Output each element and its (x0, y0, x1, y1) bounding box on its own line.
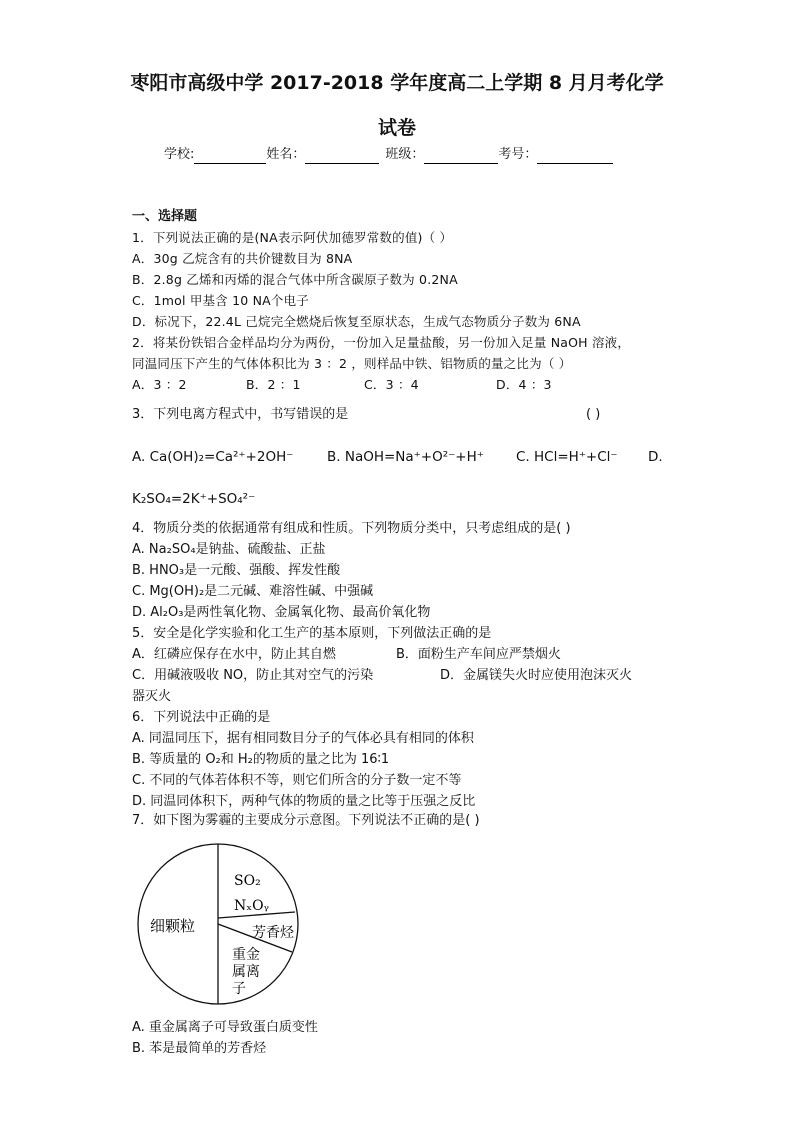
q2-stem-line1: 2．将某份铁铝合金样品均分为两份，一份加入足量盐酸，另一份加入足量 NaOH 溶液， (132, 335, 631, 350)
q4-option-c: C. Mg(OH)₂是二元碱、难溶性碱、中强碱 (132, 584, 374, 599)
q3-option-d: K₂SO₄=2K⁺+SO₄²⁻ (132, 491, 256, 507)
paper-title-line2: 试卷 (377, 117, 416, 139)
school-label: 学校: (164, 147, 195, 162)
q5-option-c: C．用碱液吸收 NO，防止其对空气的污染 (132, 668, 374, 683)
q3-option-c: C. HCl=H⁺+Cl⁻ (516, 449, 618, 465)
q7-option-b: B. 苯是最简单的芳香烃 (132, 1041, 267, 1056)
q7-stem: 7．如下图为雾霾的主要成分示意图。下列说法不正确的是( ) (132, 813, 480, 828)
q4-option-d: D. Al₂O₃是两性氧化物、金属氧化物、最高价氧化物 (132, 605, 431, 620)
q4-option-b: B. HNO₃是一元酸、强酸、挥发性酸 (132, 563, 341, 578)
q2-stem-line2: 同温同压下产生的气体体积比为 3 ：2 ，则样品中铁、铝物质的量之比为（ ） (132, 356, 572, 371)
q3-option-d-label: D. (648, 449, 663, 465)
pie-label-so2: SO₂ (234, 873, 261, 889)
q1-option-a: A．30g 乙烷含有的共价键数目为 8NA (132, 251, 353, 266)
name-label: 姓名： (266, 147, 306, 162)
exam-no-label: 考号： (498, 147, 538, 162)
q1-option-b: B．2.8g 乙烯和丙烯的混合气体中所含碳原子数为 0.2NA (132, 272, 458, 287)
name-blank[interactable] (305, 149, 379, 164)
class-blank[interactable] (424, 149, 498, 164)
q5-option-a: A．红磷应保存在水中，防止其自燃 (132, 647, 336, 662)
pie-label-heavy-metal-3: 子 (232, 981, 246, 997)
pie-label-heavy-metal-1: 重金 (232, 947, 260, 963)
q6-option-b: B. 等质量的 O₂和 H₂的物质的量之比为 16∶1 (132, 752, 390, 767)
q5-stem: 5．安全是化学实验和化工生产的基本原则，下列做法正确的是 (132, 626, 492, 641)
class-label: 班级： (385, 147, 425, 162)
q5-option-d: D．金属镁失火时应使用泡沫灭火 (440, 668, 633, 683)
pie-label-nxoy: NₓOᵧ (234, 898, 269, 914)
q2-option-a: A．3 ：2 (132, 377, 187, 392)
paper-title-line1: 枣阳市高级中学 2017-2018 学年度高二上学期 8 月月考化学 (130, 72, 664, 94)
exam-no-blank[interactable] (537, 149, 613, 164)
q6-option-a: A. 同温同压下，据有相同数目分子的气体必具有相同的体积 (132, 731, 474, 746)
q4-option-a: A. Na₂SO₄是钠盐、硫酸盐、正盐 (132, 542, 326, 557)
q6-option-c: C. 不同的气体若体积不等，则它们所含的分子数一定不等 (132, 773, 462, 788)
q2-option-c: C．3 ：4 (364, 377, 419, 392)
pie-label-aromatic: 芳香烃 (252, 925, 294, 941)
pie-label-fine-particles: 细颗粒 (150, 917, 196, 935)
q3-answer-paren: ( ) (586, 407, 601, 422)
student-info-row (164, 146, 613, 164)
q3-option-b: B. NaOH=Na⁺+O²⁻+H⁺ (327, 449, 484, 465)
school-blank[interactable] (194, 149, 266, 164)
q6-stem: 6．下列说法中正确的是 (132, 710, 271, 725)
q7-option-a: A. 重金属离子可导致蛋白质变性 (132, 1020, 318, 1035)
q5-option-d-cont: 器灭火 (132, 689, 172, 704)
q2-option-b: B．2 ：1 (246, 377, 301, 392)
q1-stem: 1．下列说法正确的是(NA表示阿伏加德罗常数的值)（ ） (132, 230, 453, 245)
q6-option-d: D. 同温同体积下，两种气体的物质的量之比等于压强之反比 (132, 794, 476, 809)
q2-option-d: D．4 ：3 (496, 377, 552, 392)
q1-option-d: D．标况下，22.4L 己烷完全燃烧后恢复至原状态，生成气态物质分子数为 6NA (132, 314, 581, 329)
q4-stem: 4．物质分类的依据通常有组成和性质。下列物质分类中，只考虑组成的是( ) (132, 521, 571, 536)
pie-label-heavy-metal-2: 属离 (232, 964, 260, 980)
q1-option-c: C．1mol 甲基含 10 NA个电子 (132, 293, 310, 308)
smog-composition-pie (132, 838, 307, 1013)
q3-stem: 3．下列电离方程式中，书写错误的是 (132, 407, 349, 422)
q5-option-b: B．面粉生产车间应严禁烟火 (396, 647, 561, 662)
q3-option-a: A. Ca(OH)₂=Ca²⁺+2OH⁻ (132, 449, 294, 465)
section-heading: 一、选择题 (132, 209, 198, 224)
